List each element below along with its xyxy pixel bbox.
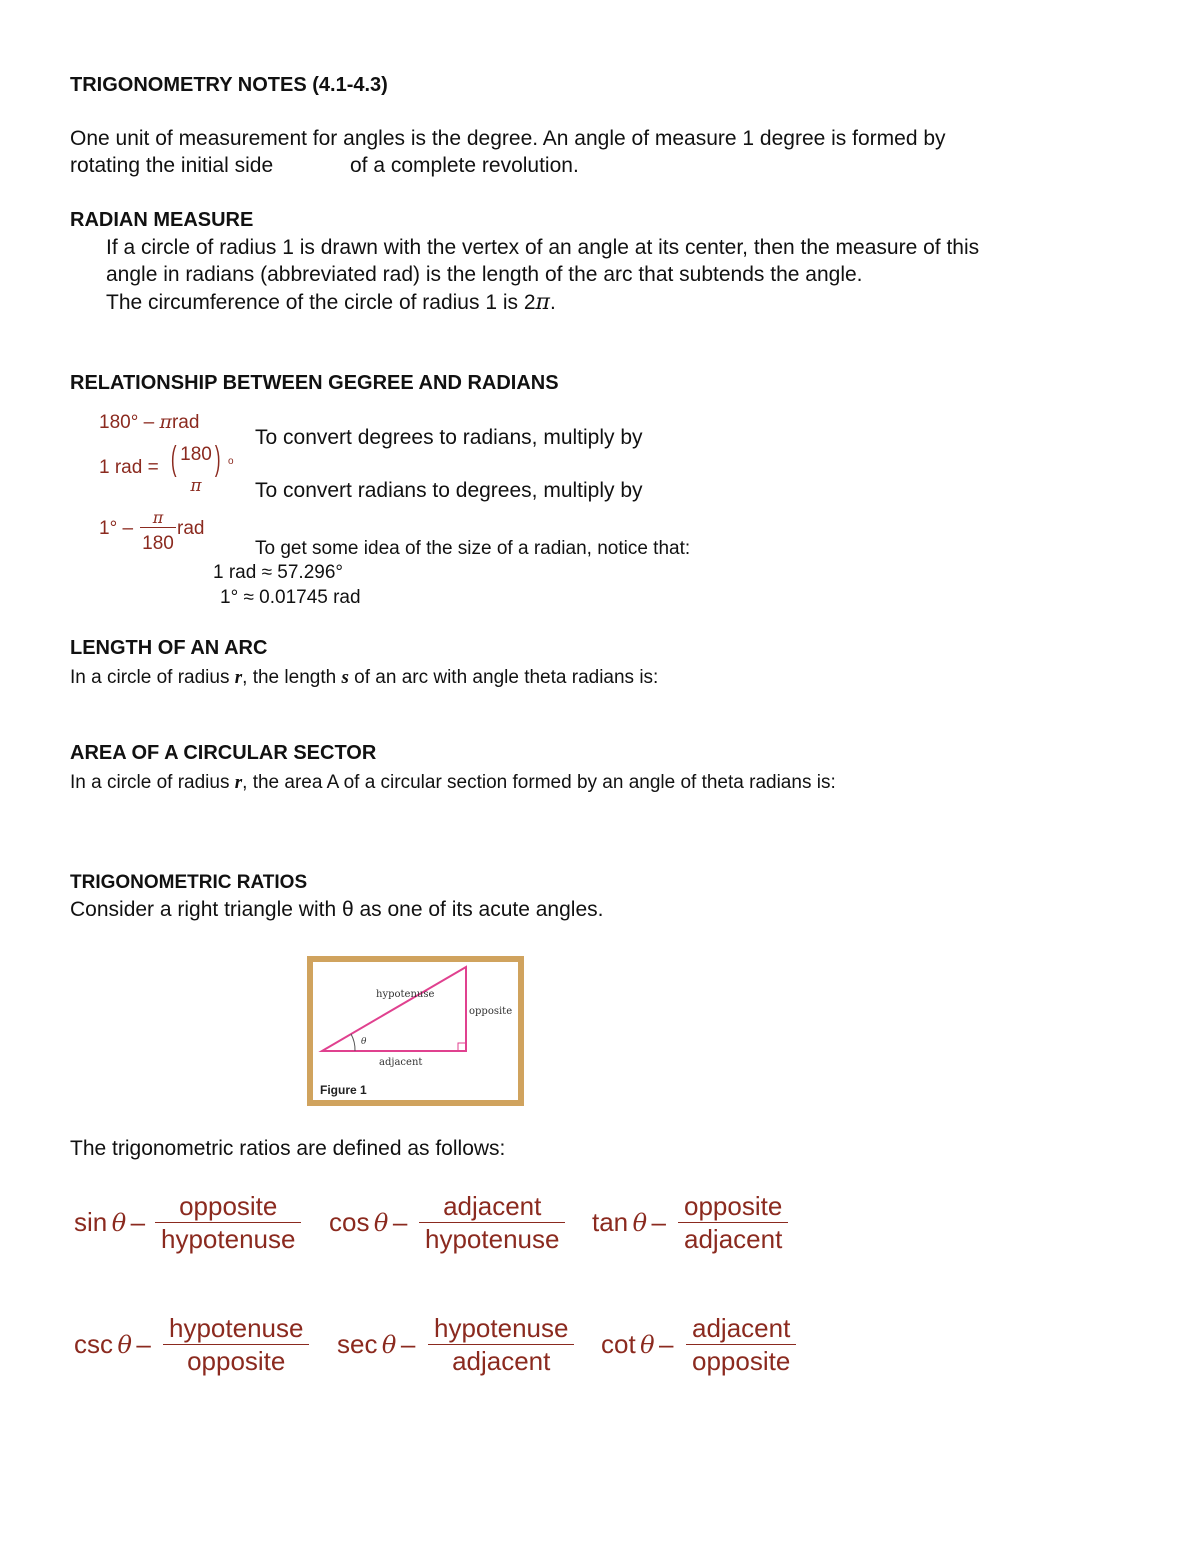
denominator: hypotenuse (425, 1224, 560, 1254)
eq2-left: 1 rad = (99, 457, 159, 478)
radian-period: . (549, 291, 556, 314)
radian-line-2: angle in radians (abbreviated rad) is the length of the arc that subtends the angle. (106, 263, 863, 286)
arc-text (70, 667, 658, 689)
eq1-pi: π (159, 411, 172, 433)
ratios-defined: The trigonometric ratios are defined as follows: (70, 1137, 506, 1160)
ratios-heading: TRIGONOMETRIC RATIOS (70, 872, 308, 893)
radian-line-3-text: The circumference of the circle of radius 1 is 2 (106, 291, 536, 314)
numerator: adjacent (419, 1190, 565, 1223)
equals-dash: – (651, 1207, 666, 1237)
equals-dash: – (136, 1329, 151, 1359)
eq3-num: π (140, 508, 176, 528)
pi-symbol: π (535, 290, 550, 315)
radian-heading: RADIAN MEASURE (70, 209, 254, 231)
right-angle-mark (458, 1043, 466, 1051)
deg-to-rad: To convert degrees to radians, multiply by (255, 426, 643, 449)
intro-line-1: One unit of measurement for angles is the degree. An angle of measure 1 degree is formed by (70, 127, 946, 150)
eq2-num: 180 (180, 444, 212, 465)
sector-text-b: , the area A of a circular section formed by an angle of theta radians is: (242, 772, 836, 793)
denominator: opposite (187, 1346, 286, 1376)
radian-line-3 (106, 290, 556, 315)
theta-symbol: θ (117, 1331, 132, 1359)
numerator: adjacent (686, 1312, 796, 1345)
equals-dash: – (659, 1329, 674, 1359)
arc-text-c: of an arc with angle theta radians is: (354, 667, 659, 688)
triangle-figure (307, 956, 524, 1106)
var-s: s (341, 667, 349, 688)
var-r: r (234, 772, 243, 793)
sector-heading: AREA OF A CIRCULAR SECTOR (70, 742, 377, 764)
numerator: opposite (678, 1190, 788, 1223)
theta-symbol: θ (640, 1331, 655, 1359)
fn-name: cos (329, 1207, 370, 1237)
denominator: adjacent (684, 1224, 783, 1254)
eq2-sup: o (228, 456, 234, 467)
eq-180-deg (99, 411, 199, 434)
fn-name: sec (337, 1329, 378, 1359)
radian-line-1: If a circle of radius 1 is drawn with the vertex of an angle at its center, then the measure of this (106, 236, 980, 259)
eq1-right: rad (171, 412, 200, 433)
arc-text-b: , the length (242, 667, 337, 688)
adjacent-label: adjacent (379, 1057, 423, 1068)
right-triangle (322, 967, 466, 1051)
sector-text-a: In a circle of radius (70, 772, 230, 793)
numerator: opposite (155, 1190, 301, 1223)
equals-dash: – (400, 1329, 416, 1359)
fn-name: csc (74, 1329, 113, 1359)
intro-line-2a: rotating the initial side (70, 154, 274, 177)
sector-text (70, 772, 836, 794)
fn-name: tan (592, 1207, 629, 1237)
equals-dash: – (130, 1207, 146, 1237)
figure-caption: Figure 1 (320, 1083, 367, 1097)
theta-label: θ (361, 1037, 367, 1047)
left-paren: ( (170, 440, 177, 478)
theta-symbol: θ (111, 1209, 127, 1237)
eq3-right: rad (177, 518, 205, 539)
eq1-left: 180° – (99, 412, 155, 433)
page-title: TRIGONOMETRY NOTES (4.1-4.3) (70, 74, 388, 96)
var-r: r (234, 667, 243, 688)
eq3-left: 1° – (99, 518, 134, 539)
triangle-diagram (313, 962, 518, 1100)
right-paren: ) (214, 440, 221, 478)
fn-name: cot (601, 1329, 636, 1359)
hypotenuse-label: hypotenuse (376, 989, 435, 1000)
denominator: opposite (692, 1346, 791, 1376)
approx-rad: 1 rad ≈ 57.296° (213, 562, 344, 583)
fn-name: sin (74, 1207, 108, 1237)
equals-dash: – (392, 1207, 408, 1237)
arc-heading: LENGTH OF AN ARC (70, 637, 268, 659)
eq3-den: 180 (142, 533, 174, 554)
numerator: hypotenuse (163, 1312, 309, 1345)
theta-symbol: θ (632, 1209, 648, 1237)
denominator: adjacent (452, 1346, 551, 1376)
theta-symbol: θ (381, 1331, 397, 1359)
theta-symbol: θ (373, 1209, 389, 1237)
denominator: hypotenuse (161, 1224, 296, 1254)
opposite-label: opposite (469, 1006, 513, 1017)
rad-to-deg: To convert radians to degrees, multiply by (255, 479, 643, 502)
ratios-intro: Consider a right triangle with θ as one of its acute angles. (70, 898, 604, 921)
intro-line-2b: of a complete revolution. (350, 154, 579, 177)
numerator: hypotenuse (428, 1312, 574, 1345)
angle-arc (351, 1034, 355, 1051)
approx-deg: 1° ≈ 0.01745 rad (220, 587, 361, 608)
arc-text-a: In a circle of radius (70, 667, 230, 688)
relationship-heading: RELATIONSHIP BETWEEN GEGREE AND RADIANS (70, 372, 559, 394)
radian-size-note: To get some idea of the size of a radian, notice that: (255, 538, 691, 559)
eq2-den: π (190, 476, 202, 496)
